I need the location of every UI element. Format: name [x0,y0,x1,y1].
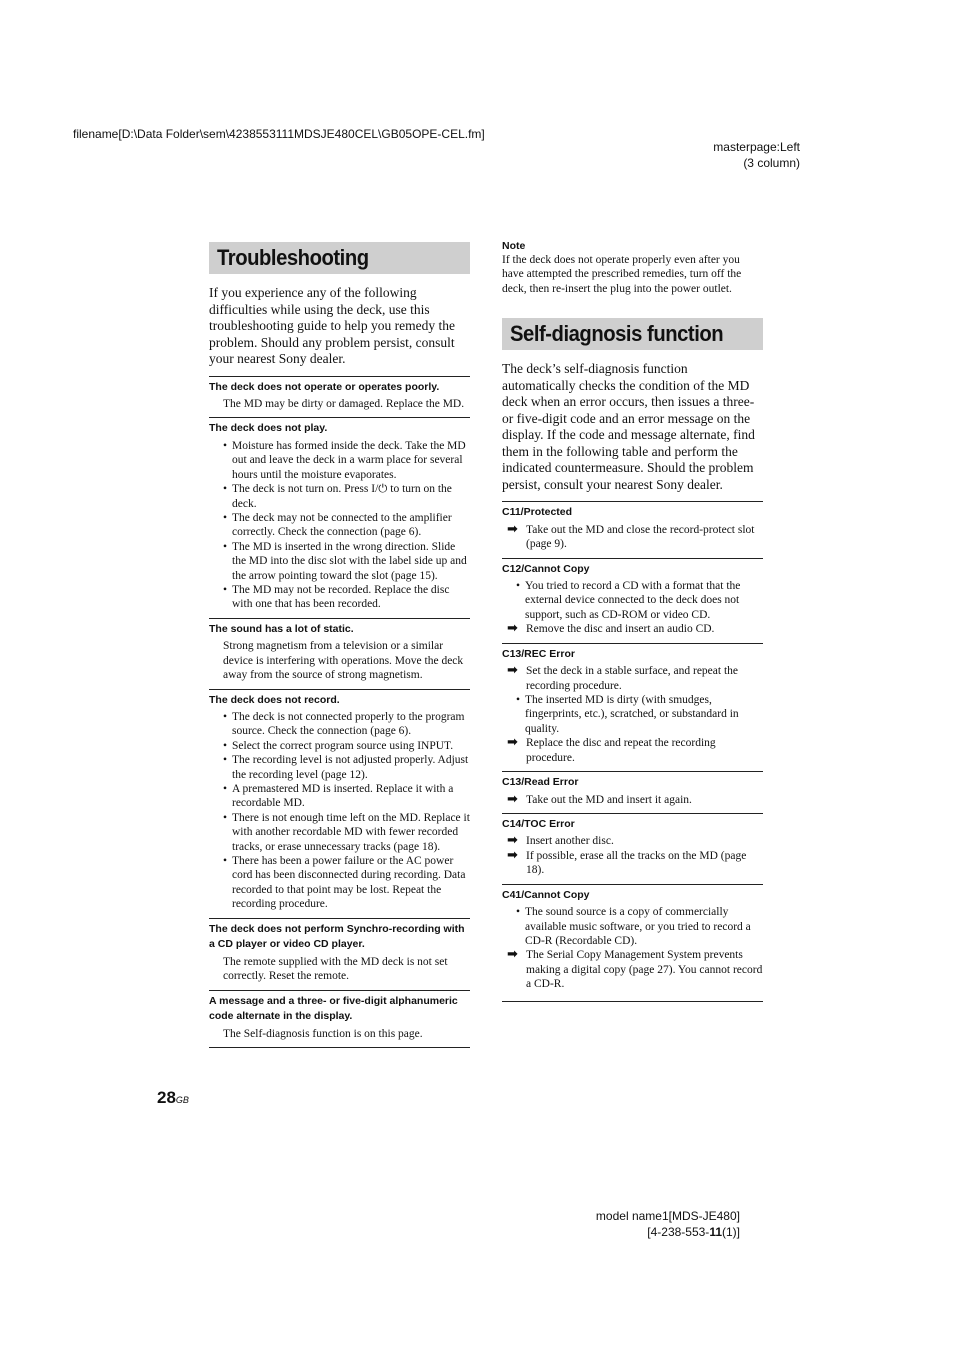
self-diagnosis-title: Self-diagnosis function [510,321,724,347]
page-number-value: 28 [157,1088,176,1107]
arrow-right-icon: ➡ [507,847,518,863]
list-item-text: The recording level is not adjusted properly. Adjust the recording level (page 12). [232,754,469,781]
model-code-suffix: (1)] [722,1225,740,1239]
cause-text: The inserted MD is dirty (with smudges, fingerprints, etc.), scratched, or substandard in quality. [525,693,739,735]
list-item [223,854,470,912]
trouble-section-message [209,990,470,1048]
arrow-right-icon: ➡ [507,735,518,751]
bullet-list [223,710,470,912]
error-code-heading: C12/Cannot Copy [502,562,590,575]
section-text: The Self-diagnosis function is on this page. [223,1027,423,1040]
section-heading: The deck does not operate or operates poorly. [209,380,440,393]
list-item [223,583,470,612]
list-item-text: The deck may not be connected to the amplifier correctly. Check the connection (page 6). [232,511,452,539]
self-diagnosis-title-bar [502,318,763,350]
remedy-item [506,523,763,552]
error-code-c41 [502,884,763,1002]
bullet-list [516,579,763,622]
masterpage-line-1: masterpage:Left [713,140,800,154]
section-text: Strong magnetism from a television or a similar device is interfering with operations. Move the deck away from the source of strong magnetism. [223,640,464,682]
remedy-item [506,948,763,991]
error-code-body [502,905,763,1000]
list-item [223,811,470,854]
bullet-icon: • [223,711,228,723]
self-diagnosis-intro: The deck’s self-diagnosis function automatically checks the condition of the MD deck when an error occurs, then issues a three- or five-digit code and an error message on the display. If the code and message alternate, find them in the following table and perform the indicated countermeasure. Should the problem persist, consult your nearest Sony dealer. [502,361,755,492]
section-heading: The sound has a lot of static. [209,622,354,635]
list-item-text: The MD may not be recorded. Replace the disc with one that has been recorded. [232,583,450,611]
model-code-prefix: [4-238-553- [647,1225,710,1239]
bullet-list [516,693,763,736]
list-item-text: Select the correct program source using INPUT. [232,739,454,752]
trouble-section-operate [209,376,470,418]
error-code-c11 [502,501,763,557]
note-text: If the deck does not operate properly even after you have attempted the prescribed remedies, turn off the deck, then re-insert the plug into the power outlet. [502,254,742,295]
list-item-text: The MD is inserted in the wrong direction. Slide the MD into the disc slot with the label side up and the arrow pointing toward the slot (page 15). [232,540,467,582]
list-item [223,511,470,540]
troubleshooting-title-bar [209,242,470,274]
section-heading: A message and a three- or five-digit alphanumeric code alternate in the display. [209,994,458,1022]
remedy-item [506,793,763,807]
remedy-item [506,834,763,848]
remedy-text: Set the deck in a stable surface, and repeat the recording procedure. [526,665,739,692]
error-code-body [502,664,763,771]
section-body [209,710,470,918]
bullet-icon: • [516,906,521,919]
bullet-list [223,439,470,612]
section-heading: The deck does not record. [209,693,340,706]
remedy-item [506,736,763,765]
error-code-c13-rec [502,643,763,771]
error-code-heading: C14/TOC Error [502,817,575,830]
bullet-icon: • [223,754,228,767]
list-item-text: Moisture has formed inside the deck. Take the MD out and leave the deck in a warm place for several hours until the moisture evaporates. [232,439,466,481]
list-item [223,753,470,782]
bullet-icon: • [516,693,521,706]
model-footer [596,1208,740,1240]
bullet-icon: • [223,439,228,452]
remedy-text: If possible, erase all the tracks on the MD (page 18). [526,849,747,877]
bullet-icon: • [223,855,228,868]
remedy-text: Take out the MD and insert it again. [526,793,692,806]
list-item-text: The deck is not connected properly to the program source. Check the connection (page 6). [232,711,465,738]
remedy-text: Insert another disc. [526,835,614,848]
page-number [157,1088,189,1108]
page-number-suffix: GB [175,1095,189,1105]
bullet-icon: • [223,811,228,824]
list-item [516,693,763,736]
model-code-bold: 11 [709,1225,722,1239]
remedy-text: The Serial Copy Management System prevents making a digital copy (page 27). You cannot record a CD-R. [526,949,763,991]
list-item [223,540,470,583]
arrow-right-icon: ➡ [507,521,518,537]
note-label: Note [502,240,526,252]
model-code [596,1224,740,1240]
error-code-c14 [502,813,763,884]
list-item [223,782,470,811]
masterpage-line-2: (3 column) [743,156,800,170]
list-item [223,739,470,753]
bullet-icon: • [223,511,228,524]
list-item [223,439,470,482]
troubleshooting-intro: If you experience any of the following difficulties while using the deck, use this troubleshooting guide to help you remedy the problem. Should any problem persist, consult your nearest Sony dealer. [209,285,455,366]
error-code-body [502,834,763,883]
error-code-c12 [502,558,763,643]
list-item-text: The deck is not turn on. Press I/⏻ to turn on the deck. [232,483,452,510]
trouble-section-play [209,417,470,617]
section-heading: The deck does not play. [209,422,328,435]
error-code-heading: C11/Protected [502,506,573,519]
masterpage-header [713,139,800,171]
arrow-right-icon: ➡ [507,663,518,679]
cause-text: You tried to record a CD with a format that the external device connected to the deck does not support, such as CD-ROM or video CD. [525,580,741,621]
list-item-text: A premastered MD is inserted. Replace it with a recordable MD. [232,783,454,810]
error-code-body [502,523,763,558]
error-code-heading: C13/Read Error [502,776,579,788]
trouble-section-static [209,618,470,689]
bullet-icon: • [223,483,228,496]
filename-header: filename[D:\Data Folder\sem\4238553111MDSJE480CEL\GB05OPE-CEL.fm] [73,127,485,141]
arrow-right-icon: ➡ [507,621,518,637]
section-text: The MD may be dirty or damaged. Replace the MD. [223,398,465,410]
remedy-item [506,664,763,693]
list-item [516,905,763,948]
arrow-right-icon: ➡ [507,947,518,963]
list-item [223,482,470,511]
bullet-icon: • [516,580,521,593]
remedy-text: Replace the disc and repeat the recording procedure. [526,737,716,764]
error-code-heading: C13/REC Error [502,647,575,660]
error-code-body [502,579,763,643]
troubleshooting-column [209,242,470,1048]
list-item [223,710,470,739]
self-diagnosis-column [502,239,763,1002]
remedy-text: Take out the MD and close the record-protect slot (page 9). [526,523,755,551]
bullet-list [516,905,763,948]
trouble-section-synchro [209,918,470,990]
troubleshooting-title: Troubleshooting [217,245,369,270]
remedy-item [506,849,763,878]
error-code-c13-read [502,771,763,813]
error-code-heading: C41/Cannot Copy [502,888,590,901]
error-code-body [502,793,763,813]
section-text: The remote supplied with the MD deck is not set correctly. Reset the remote. [223,955,448,983]
trouble-section-record [209,689,470,918]
section-body [209,439,470,618]
bullet-icon: • [223,583,228,596]
arrow-right-icon: ➡ [507,833,518,849]
arrow-right-icon: ➡ [507,791,518,807]
list-item [516,579,763,622]
list-item-text: There has been a power failure or the AC power cord has been disconnected during recording. Data recorded to that point may be lost. Repeat the recording procedure. [232,855,466,911]
bullet-icon: • [223,783,228,796]
cause-text: The sound source is a copy of commercially available music software, or you tried to record a CD-R (Recordable CD). [525,906,751,947]
bullet-icon: • [223,540,228,553]
model-name: model name1[MDS-JE480] [595,1209,740,1223]
remedy-text: Remove the disc and insert an audio CD. [526,623,715,636]
remedy-item [506,622,763,636]
list-item-text: There is not enough time left on the MD. Replace it with another recordable MD with fewer recorded tracks, or erase unnecessary tracks (page 18). [232,811,470,853]
bullet-icon: • [223,739,228,752]
section-heading: The deck does not perform Synchro-recording with a CD player or video CD player. [209,922,465,951]
